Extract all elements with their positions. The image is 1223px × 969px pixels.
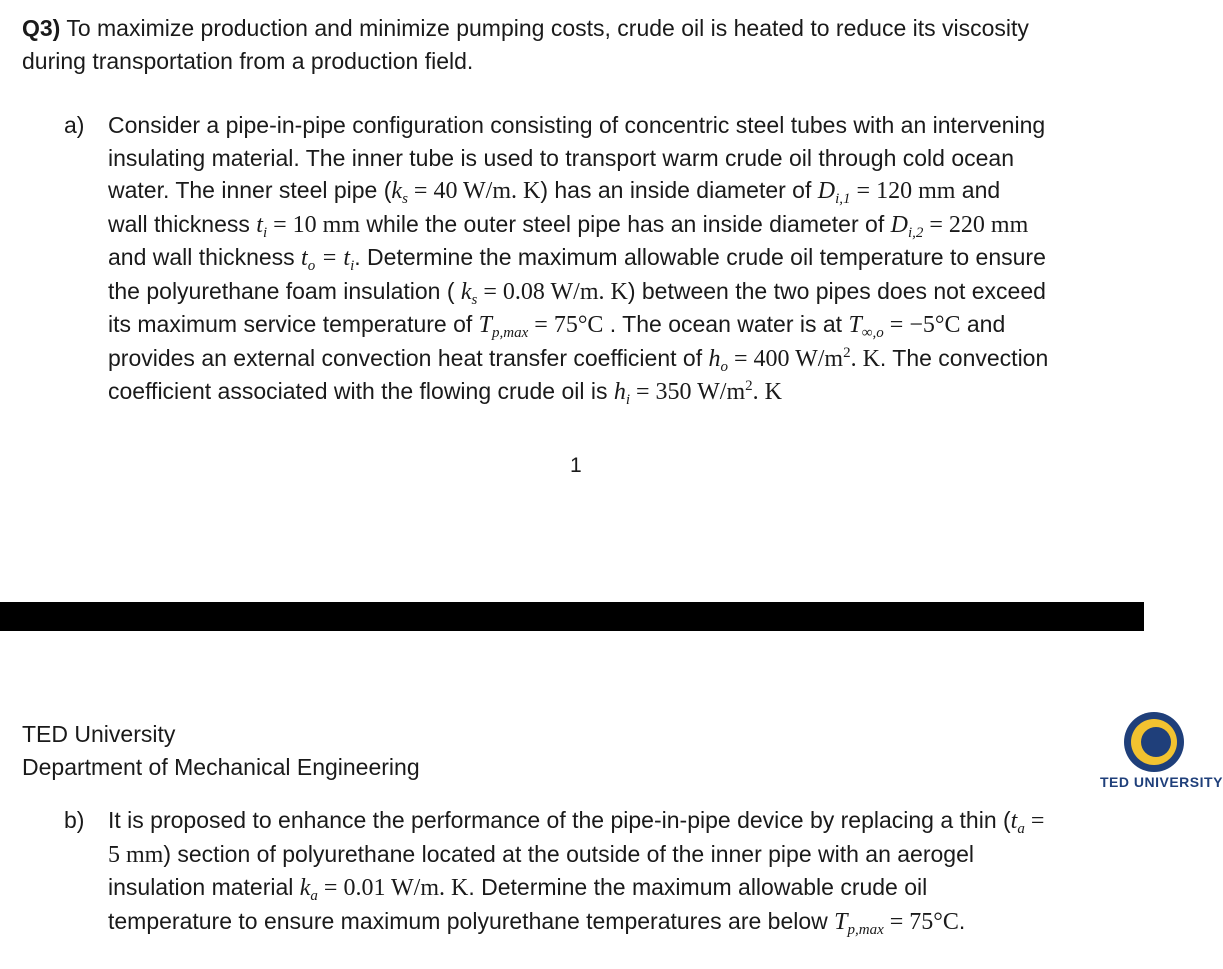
part-a-line-6: the polyurethane foam insulation ( $k_s = 0.08$ W/m. K) between the two pipes does not exceed xyxy=(108,277,1046,308)
aerogel-thickness-math: $t_a$ = xyxy=(1010,808,1045,837)
part-a-line-3: water. The inner steel pipe ($k_s = 40$ W/m. K) has an inside diameter of $D_{i,1} = 120$ mm and xyxy=(108,177,1001,207)
question-intro-line-1: Q3) To maximize production and minimize pumping costs, crude oil is heated to reduce its viscosity xyxy=(22,15,1029,41)
university-logo xyxy=(1100,708,1223,808)
aerogel-thickness-value: 5 mm xyxy=(108,841,164,868)
department-name: Department of Mechanical Engineering xyxy=(22,753,420,780)
question-label: Q3) xyxy=(22,15,61,41)
part-a-line-5: and wall thickness $t_o = t_i$. Determine the maximum allowable crude oil temperature to ensure xyxy=(108,244,1046,274)
polyurethane-max-temp-math: $T_{p,max} = 75^\circ C$ xyxy=(834,908,959,938)
part-a-line-7: its maximum service temperature of $T_{p,max} = 75^\circ C$ . The ocean water is at $T_{\infty,o} = -5^\circ C$ and xyxy=(108,311,1006,341)
outer-diameter-math: $D_{i,2} = 220$ mm xyxy=(890,211,1029,241)
page-break-bar xyxy=(0,602,1144,631)
part-b-line-2: 5 mm) section of polyurethane located at the outside of the inner pipe with an aerogel xyxy=(108,840,974,868)
part-b-label: b) xyxy=(64,807,85,833)
part-a-line-4: wall thickness $t_i = 10$ mm while the outer steel pipe has an inside diameter of $D_{i,2} = 220$ mm xyxy=(108,210,1029,241)
university-name: TED University xyxy=(22,721,176,747)
part-a-line-1: Consider a pipe-in-pipe configuration consisting of concentric steel tubes with an intervening xyxy=(108,112,1046,138)
part-a-line-2: insulating material. The inner tube is used to transport warm crude oil through cold ocean xyxy=(108,144,1015,171)
part-b-line-4: temperature to ensure maximum polyurethane temperatures are below $T_{p,max} = 75^\circ C$. xyxy=(108,907,966,938)
part-b-line-3: insulation material $k_a = 0.01$ W/m. K. Determine the maximum allowable crude oil xyxy=(108,874,928,904)
logo-emblem-icon xyxy=(1100,708,1180,772)
inner-diameter-math: $D_{i,1} = 120$ mm xyxy=(817,178,956,207)
part-a-line-9: coefficient associated with the flowing crude oil is $h_i = 350$ $W/m^2$. K xyxy=(108,378,782,408)
part-b-line-1: It is proposed to enhance the performance of the pipe-in-pipe device by replacing a thin ($t_a$ = xyxy=(108,807,1045,837)
aerogel-conductivity-math: $k_a = 0.01$ W/m. K xyxy=(299,875,469,904)
page-number: 1 xyxy=(570,454,582,477)
part-a-line-8: provides an external convection heat transfer coefficient of $h_o = 400$ $W/m^2$. K. The convection xyxy=(108,344,1049,375)
question-intro-line-2: during transportation from a production field. xyxy=(22,47,474,74)
question-intro xyxy=(22,12,1132,77)
foam-conductivity-math: $k_s = 0.08$ W/m. K xyxy=(460,278,628,308)
part-a-body xyxy=(108,109,1048,409)
outer-convection-math: $h_o = 400$ $W/m^2$. K xyxy=(708,344,880,375)
inner-wall-thickness-math: $t_i = 10$ mm xyxy=(256,211,360,241)
logo-text: TED UNIVERSITY xyxy=(1100,774,1223,790)
steel-conductivity-math: $k_s = 40$ W/m. K xyxy=(391,178,541,207)
outer-wall-thickness-math: $t_o = t_i$ xyxy=(301,245,355,274)
ocean-temp-math: $T_{\infty,o} = -5^\circ C$ xyxy=(848,312,961,341)
max-service-temp-math: $T_{p,max} = 75^\circ C$ xyxy=(478,312,604,341)
part-a-label: a) xyxy=(64,112,85,138)
inner-convection-math: $h_i = 350$ $W/m^2$. K xyxy=(613,378,782,408)
part-b-body xyxy=(108,804,1044,938)
footer-institution xyxy=(22,718,420,783)
